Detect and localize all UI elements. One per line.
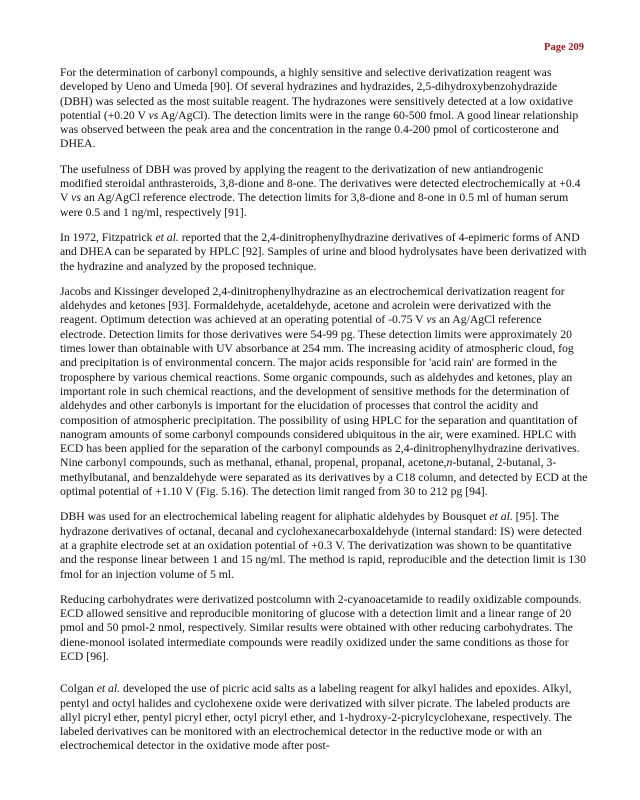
paragraph-dbh-reagent: For the determination of carbonyl compounds, a highly sensitive and selective derivatization reagent was developed by Ueno and Umeda [90]. Of several hydrazines and hydrazides, 2,5-dihydroxybenzohydrazide (DBH) was selected as the most suitable reagent. The hydrazones were sensitively detected at a low oxidative potential (+0.20 V vs Ag/AgCl). The detection limits were in the range 60-500 fmol. A good linear relationship was observed between the peak area and the concentration in the range 0.4-200 pmol of corticosterone and DHEA. xyxy=(60,66,579,151)
paragraph-dbh-usefulness: The usefulness of DBH was proved by applying the reagent to the derivatization of new antiandrogenic modified steroidal anthrasteroids, 3,8-dione and 8-one. The derivatives were detected electrochemically at +0.4 V vs an Ag/AgCl reference electrode. The detection limits for 3,8-dione and 8-one in 0.5 ml of human serum were 0.5 and 1 ng/ml, respectively [91]. xyxy=(60,162,581,219)
page-number: Page 209 xyxy=(544,42,584,53)
paragraph-reducing-carbohydrates: Reducing carbohydrates were derivatized postcolumn with 2-cyanoacetamide to readily oxidizable compounds. ECD allowed sensitive and reproducible monitoring of glucose with a detection limit and a linear range of 20 pmol and 50 pmol-2 nmol, respectively. Similar results were obtained with other reducing carbohydrates. The diene-monool isolated intermediate compounds were readily oxidized under the same conditions as those for ECD [96]. xyxy=(60,592,582,663)
paragraph-colgan: Colgan et al. developed the use of picric acid salts as a labeling reagent for alkyl halides and epoxides. Alkyl, pentyl and octyl halides and cyclohexene oxide were derivatized with silver picrate. The labeled products are allyl picryl ether, pentyl picryl ether, octyl picryl ether, and 1-hydroxy-2-picrylcyclohexane, respectively. The labeled derivatives can be monitored with an electrochemical detector in the reductive mode or with an electrochemical detector in the oxidative mode after post- xyxy=(60,682,572,753)
paragraph-jacobs-kissinger: Jacobs and Kissinger developed 2,4-dinitrophenylhydrazine as an electrochemical derivatization reagent for aldehydes and ketones [93]. Formaldehyde, acetaldehyde, acetone and acrolein were derivatized with the reagent. Optimum detection was achieved at an operating potential of -0.75 V vs an Ag/AgCl reference electrode. Detection limits for those derivatives were 54-99 pg. These detection limits were approximately 20 times lower than obtainable with UV absorbance at 254 mm. The increasing acidity of atmospheric cloud, fog and precipitation is of environmental concern. The major acids responsible for 'acid rain' are formed in the troposphere by various chemical reactions. Some organic compounds, such as aldehydes and ketones, play an important role in such chemical reactions, and the development of sensitive methods for the determination of aldehydes and other carbonyls is important for the elucidation of processes that control the acidity and composition of atmospheric precipitation. The possibility of using HPLC for the separation and quantitation of nanogram amounts of some carbonyl compounds considered ubiquitous in the air, were examined. HPLC with ECD has been applied for the separation of the carbonyl compounds as 2,4-dinitrophenylhydrazine derivatives. Nine carbonyl compounds, such as methanal, ethanal, propenal, propanal, acetone,n-butanal, 2-butanal, 3-methylbutanal, and benzaldehyde were separated as its derivatives by a C18 column, and detected by ECD at the optimal potential of +1.10 V (Fig. 5.16). The detection limit ranged from 30 to 212 pg [94]. xyxy=(60,284,588,499)
document-body xyxy=(60,66,588,765)
paragraph-fitzpatrick: In 1972, Fitzpatrick et al. reported that the 2,4-dinitrophenylhydrazine derivatives of 4-epimeric forms of AND and DHEA can be separated by HPLC [92]. Samples of urine and blood hydrolysates have been derivatized with the hydrazine and analyzed by the proposed technique. xyxy=(60,230,587,273)
paragraph-bousquet: DBH was used for an electrochemical labeling reagent for aliphatic aldehydes by Bousquet et al. [95]. The hydrazone derivatives of octanal, decanal and cyclohexanecarboxaldehyde (internal standard: IS) were detected at a graphite electrode set at an oxidation potential of +0.3 V. The derivatization was shown to be quantitative and the response linear between 1 and 15 ng/ml. The method is rapid, reproducible and the detection limit is 130 fmol for an injection volume of 5 ml. xyxy=(60,510,586,581)
